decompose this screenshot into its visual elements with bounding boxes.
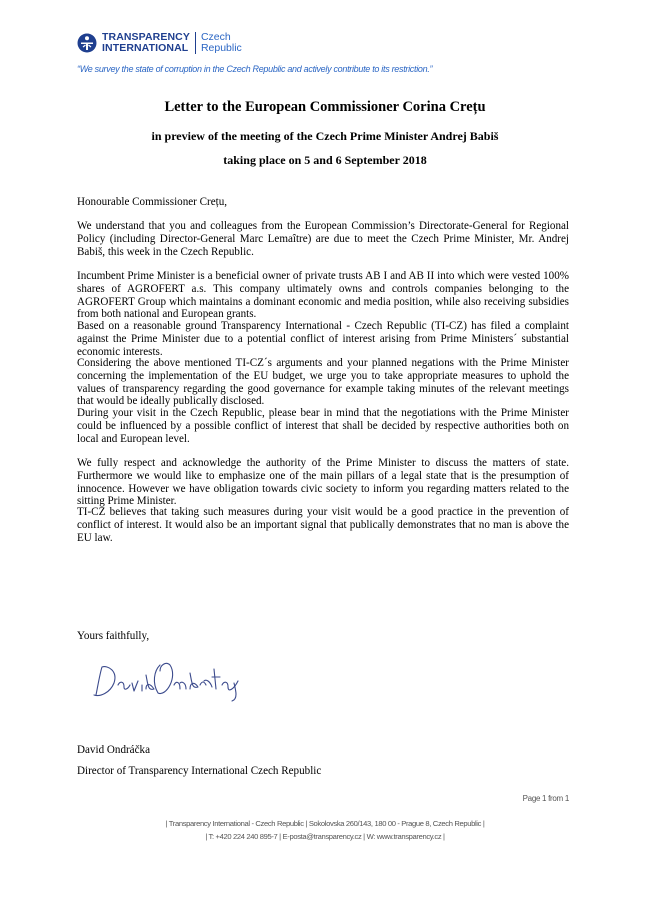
paragraph-text: We understand that you and colleagues from the European Commission’s Directorate-General for Regional Policy (including Director-General Marc Lemaître) are due to meet the Czech Prime Minister, Mr. Andrej Babiš, this week in the Czech Republic.	[77, 220, 569, 258]
closing-text: Yours faithfully,	[77, 630, 150, 642]
signer-title	[77, 765, 569, 778]
org-name-line1: TRANSPARENCY	[102, 31, 190, 43]
org-name	[102, 32, 190, 54]
country-line1: Czech	[200, 31, 231, 43]
globe-figure-icon	[77, 33, 97, 53]
paragraph	[77, 220, 569, 258]
paragraph	[77, 457, 569, 508]
paragraph-text: Considering the above mentioned TI-CZ´s arguments and your planned negations with the Prime Minister concerning the implementation of the EU budget, we urge you to take appropriate measures to uphold the values of transparency regarding the good governance for example taking minutes of the relevant meetings that would be ideally publically disclosed.	[77, 357, 569, 408]
paragraph	[77, 506, 569, 544]
closing	[77, 630, 569, 643]
signer-title-text: Director of Transparency International Czech Republic	[77, 765, 322, 777]
salutation-text: Honourable Commissioner Crețu,	[77, 196, 228, 208]
paragraph	[77, 320, 569, 358]
paragraph-text: We fully respect and acknowledge the authority of the Prime Minister to discuss the matters of state. Furthermore we would like to emphasize one of the main pillars of a legal state that is the presumption of innocence. However we have obligation towards civic society to inform you regarding matters related to the sitting Prime Minister.	[77, 457, 569, 508]
org-name-line2: INTERNATIONAL	[102, 42, 189, 54]
org-motto: “We survey the state of corruption in the Czech Republic and actively contribute to its restriction.”	[77, 64, 433, 74]
paragraph	[77, 407, 569, 445]
signer-name	[77, 744, 569, 757]
logo-divider	[195, 32, 196, 54]
salutation	[77, 196, 569, 209]
paragraph	[77, 357, 569, 408]
letter-subtitle-2: taking place on 5 and 6 September 2018	[223, 153, 427, 167]
paragraph-text: TI-CZ believes that taking such measures during your visit would be a good practice in the prevention of conflict of interest. It would also be an important signal that publically demonstrates that no man is above the EU law.	[77, 506, 569, 544]
paragraph-text: Based on a reasonable ground Transparency International - Czech Republic (TI-CZ) has filed a complaint against the Prime Minister due to a potential conflict of interest arising from Prime Ministers´ substantial economic interests.	[77, 320, 569, 358]
paragraph	[77, 270, 569, 321]
page-number: Page 1 from 1	[522, 794, 569, 803]
paragraph-text: Incumbent Prime Minister is a beneficial owner of private trusts AB I and AB II into which were vested 100% shares of AGROFERT a.s. This company ultimately owns and controls companies belonging to the AGROFERT Group which maintains a dominant economic and media position, while also receiving subsidies from both national and European grants.	[77, 270, 569, 321]
footer-address: | Transparency International - Czech Republic | Sokolovska 260/143, 180 00 - Prague 8, Czech Republic |	[165, 819, 485, 828]
handwritten-signature	[88, 655, 248, 703]
org-country	[201, 32, 242, 54]
paragraph-text: During your visit in the Czech Republic, please bear in mind that the negotiations with the Prime Minister could be influenced by a possible conflict of interest that shall be decided by respective authorities both on local and European level.	[77, 407, 569, 445]
footer-contacts: | T: +420 224 240 895-7 | E-posta@transparency.cz | W: www.transparency.cz |	[205, 832, 445, 841]
country-line2: Republic	[200, 42, 242, 54]
letter-subtitle-1: in preview of the meeting of the Czech Prime Minister Andrej Babiš	[151, 129, 499, 143]
signer-name-text: David Ondráčka	[77, 744, 151, 756]
org-logo	[77, 30, 242, 56]
letter-title: Letter to the European Commissioner Corina Crețu	[164, 99, 486, 115]
